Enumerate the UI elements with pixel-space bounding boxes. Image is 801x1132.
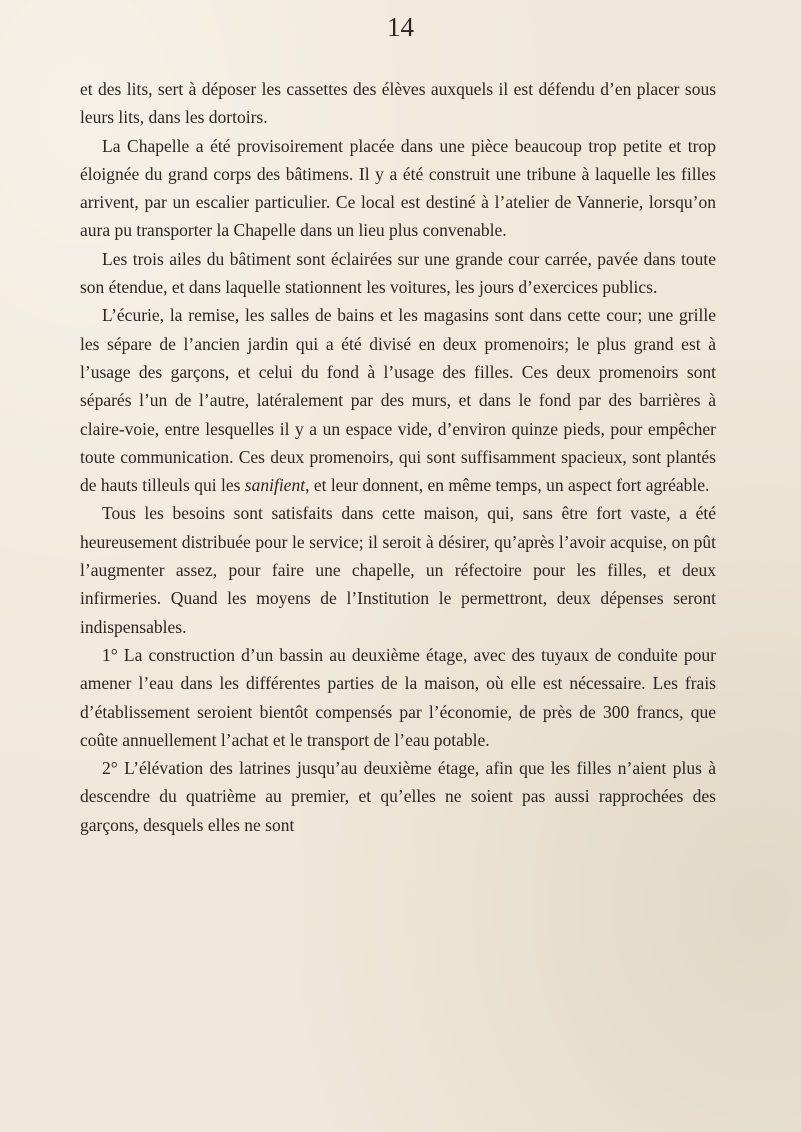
paragraph-ecurie [80, 301, 716, 499]
paragraph-ecurie-part-1: L’écurie, la remise, les salles de bains et les magasins sont dans cette cour; une grille les sépare de l’ancien jardin qui a été divisé en deux promenoirs; le plus grand est à l’usage des garçons, et celui du fond à l’usage des filles. Ces deux promenoirs sont séparés l’un de l’autre, latéralement par des murs, et dans le fond par des barrières à claire-voie, entre lesquelles il y a un espace vide, d’environ quinze pieds, pour empêcher toute communication. Ces deux promenoirs, qui sont suffisamment spacieux, sont plantés de hauts tilleuls qui les [80, 305, 716, 496]
italic-word: sanifient [244, 475, 306, 496]
paragraph-item-1: 1° La construction d’un bassin au deuxième étage, avec des tuyaux de conduite pour amener l’eau dans les différentes parties de la maison, où elle est nécessaire. Les frais d’établissement seroient bientôt compensés par l’économie, de près de 300 francs, que coûte annuellement l’achat et le transport de l’eau potable. [80, 644, 716, 750]
paragraph-chapelle: La Chapelle a été provisoirement placée dans une pièce beaucoup trop petite et trop éloignée du grand corps des bâtimens. Il y a été construit une tribune à laquelle les filles arrivent, par un escalier particulier. Ce local est destiné à l’atelier de Vannerie, lorsqu’on aura pu transporter la Chapelle dans un lieu plus convenable. [80, 135, 716, 241]
paragraph-ailes: Les trois ailes du bâtiment sont éclairées sur une grande cour carrée, pavée dans toute son étendue, et dans laquelle stationnent les voitures, les jours d’exercices publics. [80, 248, 716, 298]
paragraph-item-2: 2° L’élévation des latrines jusqu’au deuxième étage, afin que les filles n’aient plus à descendre du quatrième au premier, et qu’elles ne soient pas aussi rapprochées des garçons, desquels elles ne sont [80, 758, 716, 835]
paragraph-ecurie-part-2: , et leur donnent, en même temps, un aspect fort agréable. [305, 475, 710, 496]
paragraph-besoins: Tous les besoins sont satisfaits dans cette maison, qui, sans être fort vaste, a été heureusement distribuée pour le service; il seroit à désirer, qu’après l’avoir acquise, on pût l’augmenter assez, pour faire une chapelle, un réfectoire pour les filles, et deux infirmeries. Quand les moyens de l’Institution le permettront, deux dépenses seront indispensables. [80, 503, 716, 637]
paragraph-continuation: et des lits, sert à déposer les cassettes des élèves auxquels il est défendu d’en placer sous leurs lits, dans les dortoirs. [80, 79, 716, 128]
page-number: 14 [387, 12, 414, 42]
body-text [80, 75, 716, 839]
